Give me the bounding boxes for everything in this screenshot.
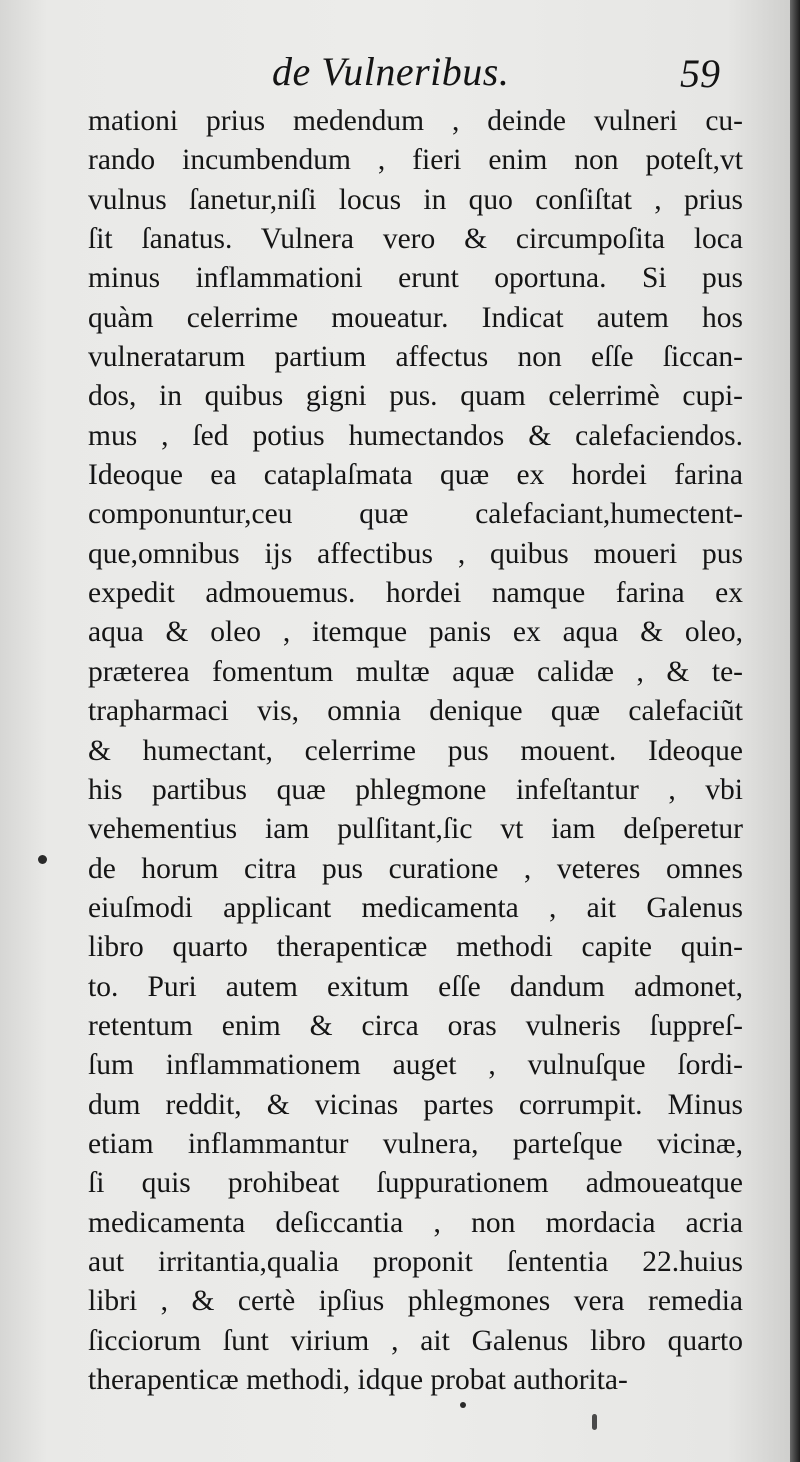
text-line: vulneratarum partium affectus non eſſe ſiccan- <box>88 341 743 374</box>
text-line: que,omnibus ijs affectibus , quibus moueri pus <box>88 537 743 570</box>
text-line: aqua & oleo , itemque panis ex aqua & oleo, <box>88 616 743 649</box>
text-line: dum reddit, & vicinas partes corrumpit. Minus <box>88 1088 743 1121</box>
ink-speck <box>460 1402 466 1408</box>
text-line: componuntur,ceu quæ calefaciant,humectent- <box>88 498 743 531</box>
text-line: mus , ſed potius humectandos & calefaciendos. <box>88 419 743 452</box>
text-line: rando incumbendum , fieri enim non poteſt,vt <box>88 144 743 177</box>
text-line: etiam inflammantur vulnera, parteſque vicinæ, <box>88 1127 743 1160</box>
text-line: præterea fomentum multæ aquæ calidæ , & te- <box>88 655 743 688</box>
text-line: ſum inflammationem auget , vulnuſque ſordi- <box>88 1049 743 1082</box>
text-line: expedit admouemus. hordei namque farina ex <box>88 577 743 610</box>
text-line: quàm celerrime moueatur. Indicat autem hos <box>88 301 743 334</box>
text-line: eiuſmodi applicant medicamenta , ait Galenus <box>88 891 743 924</box>
running-title: de Vulneribus. <box>272 49 510 94</box>
ink-speck <box>38 855 47 864</box>
text-line: trapharmaci vis, omnia denique quæ calefaciũt <box>88 695 743 728</box>
text-line: de horum citra pus curatione , veteres omnes <box>88 852 743 885</box>
text-line: to. Puri autem exitum eſſe dandum admonet, <box>88 970 743 1003</box>
text-line: his partibus quæ phlegmone infeſtantur , vbi <box>88 773 743 806</box>
text-line: libro quarto therapenticæ methodi capite quin- <box>88 931 743 964</box>
page-header <box>0 48 790 108</box>
text-line: medicamenta deſiccantia , non mordacia acria <box>88 1206 743 1239</box>
text-line: ſi quis prohibeat ſuppurationem admoueatque <box>88 1167 743 1200</box>
text-line: ſicciorum ſunt virium , ait Galenus libro quarto <box>88 1324 743 1357</box>
text-line: vulnus ſanetur,niſi locus in quo conſiſtat , prius <box>88 183 743 216</box>
text-line: retentum enim & circa oras vulneris ſuppreſ- <box>88 1009 743 1042</box>
text-line: mationi prius medendum , deinde vulneri cu- <box>88 105 743 137</box>
text-line: aut irritantia,qualia proponit ſententia 22.huius <box>88 1245 743 1278</box>
text-line: libri , & certè ipſius phlegmones vera remedia <box>88 1285 743 1318</box>
text-line: ſit ſanatus. Vulnera vero & circumpoſita loca <box>88 223 743 256</box>
text-line: vehementius iam pulſitant,ſic vt iam deſperetur <box>88 813 743 846</box>
text-line: dos, in quibus gigni pus. quam celerrimè cupi- <box>88 380 743 413</box>
ink-speck <box>592 1414 597 1430</box>
text-line: Ideoque ea cataplaſmata quæ ex hordei farina <box>88 459 743 492</box>
page-edge-shadow <box>790 0 800 1462</box>
text-line: & humectant, celerrime pus mouent. Ideoque <box>88 734 743 767</box>
text-line: therapenticæ methodi, idque probat authorita- <box>88 1364 628 1396</box>
text-line: minus inflammationi erunt oportuna. Si pus <box>88 262 743 295</box>
page-number: 59 <box>680 51 720 96</box>
body-text <box>88 102 743 1400</box>
